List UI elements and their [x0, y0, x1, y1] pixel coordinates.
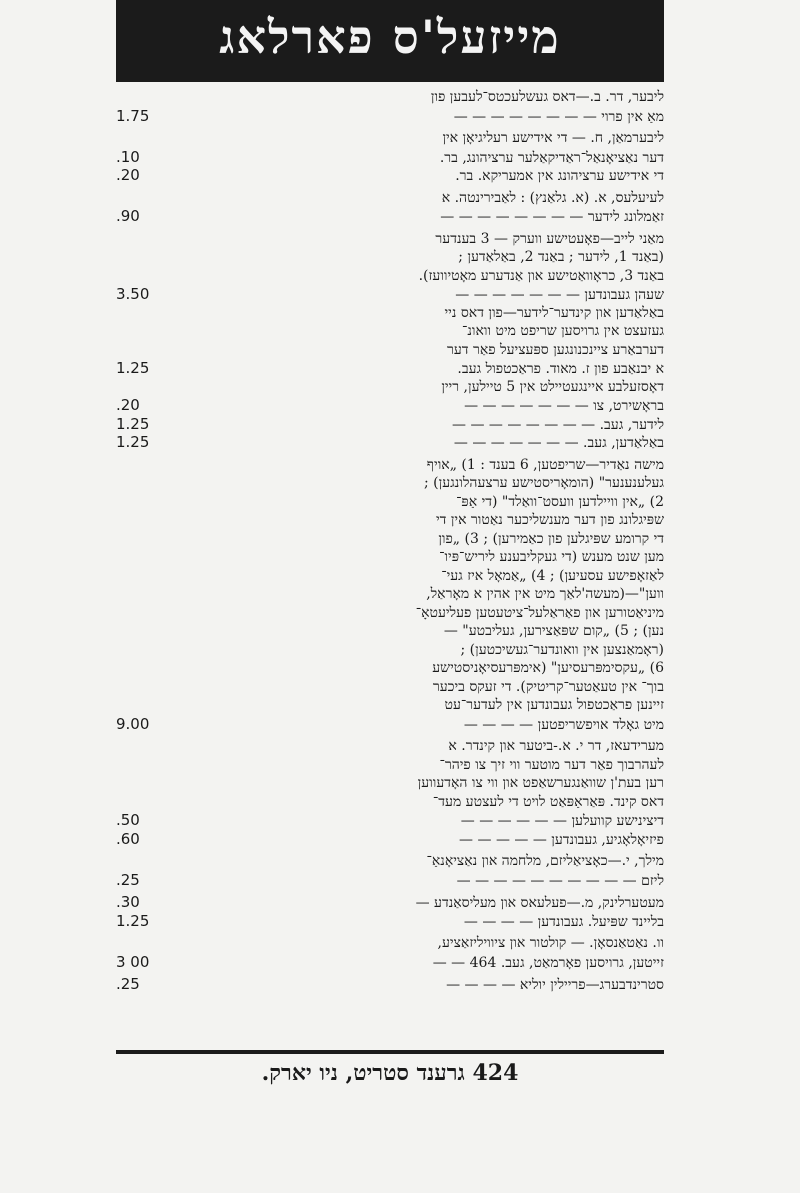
- entry-price: .20: [116, 166, 140, 184]
- entry-text: לידער, געב. — — — — — — — —: [452, 416, 664, 433]
- entry-line: [116, 696, 664, 715]
- publisher-address: 424 גרענד סטריט, ניו יארק.: [261, 1060, 519, 1086]
- entry-text: 2) „אין וויילדען וועסט־וואַלד" (די אַפּ־: [456, 493, 664, 510]
- entry-text: ווען"—(מעשה'לאַך מיט אין אהין א מאָראַל,: [426, 586, 664, 602]
- entry-price: 3.50: [116, 285, 150, 303]
- entry-line: [116, 737, 664, 756]
- entry-price: 1.25: [116, 433, 150, 451]
- entry-text: 6) „עקסימפּרעסיען" (אימפּרעסיאָניסטישע: [432, 660, 664, 676]
- entry-text: געלענענער" (הומאָריסטישע ערצעהלונגען) ;: [424, 475, 664, 491]
- entry-line: [116, 230, 664, 249]
- entry-line: [116, 456, 664, 475]
- entry-text: בראָשירט, צו — — — — — — —: [464, 398, 664, 414]
- catalog-entry: [116, 852, 664, 889]
- entry-line: [116, 852, 664, 871]
- entry-line: [116, 207, 664, 226]
- masthead-banner: [116, 0, 664, 78]
- entry-text: זאַמלונג לידער — — — — — — — —: [440, 209, 664, 225]
- entry-text: וו. נאַטאַנסאָן. — קולטור און ציוויליזאַציע,: [437, 935, 664, 951]
- entry-line: [116, 953, 664, 972]
- entry-line: [116, 893, 664, 912]
- entry-line: [116, 359, 664, 378]
- entry-line: [116, 585, 664, 604]
- entry-price: 1.75: [116, 106, 150, 125]
- entry-text: ליזם — — — — — — — — — —: [456, 872, 664, 889]
- entry-text: דאס קינד. פּאַראַפּאַט לויט די לעצטע מעד־: [432, 793, 664, 810]
- publisher-title: מייזעל'ס פארלאג: [219, 10, 561, 64]
- catalog-list: [116, 88, 664, 1048]
- entry-line: [116, 285, 664, 304]
- entry-text: בליינד שפּיעל. געבונדען — — — —: [463, 913, 664, 930]
- entry-line: [116, 975, 664, 994]
- entry-line: [116, 530, 664, 549]
- entry-line: [116, 567, 664, 586]
- entry-line: [116, 88, 664, 107]
- entry-line: [116, 604, 664, 623]
- entry-text: נען) ; 5) „קום שפּאַצירען, געליבטע" —: [443, 623, 664, 639]
- entry-text: מערידעאז, דר י. א.-ביטער און קינדר. א: [448, 738, 664, 754]
- catalog-entry: [116, 230, 664, 452]
- entry-price: .25: [116, 870, 140, 889]
- entry-line: [116, 415, 664, 434]
- entry-text: באַלאַדען, געב. — — — — — — —: [453, 435, 664, 451]
- entry-line: [116, 378, 664, 397]
- entry-text: א יבנאַבע פון ז. מאוד. פראַכטפול געב.: [457, 361, 664, 377]
- entry-line: [116, 871, 664, 890]
- entry-text: מעטערלינק, מ.—פעלעאס און מעליסאַנדע —: [415, 895, 664, 911]
- catalog-entry: [116, 88, 664, 125]
- entry-price: .20: [116, 396, 140, 414]
- entry-line: [116, 107, 664, 126]
- entry-text: באַלאַדען און קינדער־לידער—פון דאס ניי: [444, 304, 664, 321]
- entry-line: [116, 341, 664, 360]
- entry-text: לאַזאָפישע עסעיען) ; 4) „אַמאָל איז געי־: [441, 567, 664, 584]
- entry-text: דאָסזעלבע איינגעטיילט אין 5 טיילען, ריין: [441, 378, 664, 395]
- entry-line: [116, 166, 664, 185]
- entry-line: [116, 433, 664, 452]
- entry-text: מישה נאַדיר—שריפטען, 6 בענד : 1) „אויף: [426, 456, 664, 473]
- entry-text: ליבערמאַן, ח. — די אידישע רעליגיאָן אין: [442, 130, 664, 146]
- entry-text: די קרומע שפּיגלען פון כאַמירען) ; 3) „פון: [438, 530, 664, 547]
- entry-line: [116, 267, 664, 286]
- top-rule: [116, 78, 664, 82]
- entry-line: [116, 934, 664, 953]
- entry-text: לעהרבוך פאַר דער מוטער ווי זיך צו פיהר־: [439, 756, 664, 773]
- catalog-entry: [116, 737, 664, 848]
- entry-text: שפּיגלונג פון דער מענשליכער נאַטור אין די: [435, 512, 664, 528]
- entry-line: [116, 641, 664, 660]
- entry-price: .90: [116, 207, 140, 225]
- entry-text: שעהן געבונדען — — — — — — —: [455, 287, 664, 303]
- entry-text: זיינען פראַכטפול געבונדען אין לעדער־עט: [444, 697, 664, 713]
- entry-price: .30: [116, 893, 140, 911]
- catalog-entry: [116, 129, 664, 185]
- entry-text: מען שנט מענש (די געקליבענע ליריש־פּיו־: [439, 549, 664, 565]
- entry-price: 1.25: [116, 359, 150, 377]
- entry-text: מיניאַטורען און פאַראַלעל־ציטעטען פעליעטאָ־: [415, 604, 664, 621]
- entry-line: [116, 304, 664, 323]
- entry-text: דיצינישע קוועלען — — — — — —: [460, 813, 664, 829]
- entry-text: זייטען, גרויסען פאָרמאַט, געב. 464 — —: [432, 954, 664, 971]
- entry-price: .60: [116, 829, 140, 848]
- entry-text: לעיעלעס, א. (א. גלאַנץ) : לאַבירינטה. א: [441, 189, 664, 206]
- entry-text: געזעצט אין גרויסען שריפט מיט וואונ־: [462, 323, 664, 339]
- entry-price: 9.00: [116, 714, 150, 733]
- entry-text: מיט גאָלד אויפשריפטען — — — —: [463, 716, 664, 733]
- entry-price: 3 00: [116, 952, 150, 971]
- entry-text: מילך, י.—כאָציאַליזם, מלחמה און נאַציאָנאַ־: [426, 853, 664, 869]
- entry-text: דער נאַציאָנאַל־ראַדיקאַלער ערציהונג, בר.: [439, 149, 664, 166]
- entry-line: [116, 129, 664, 148]
- catalog-entry: [116, 893, 664, 930]
- entry-text: (ראָמאַנצען אין וואונדער־געשיכטען) ;: [460, 641, 664, 658]
- entry-price: .50: [116, 811, 140, 829]
- entry-line: [116, 715, 664, 734]
- entry-line: [116, 830, 664, 849]
- entry-price: 1.25: [116, 414, 150, 433]
- catalog-entry: [116, 456, 664, 734]
- entry-text: פיזיאָלאָגיע, געבונדען — — — — —: [459, 831, 664, 848]
- catalog-entry: [116, 934, 664, 971]
- entry-line: [116, 774, 664, 793]
- entry-line: [116, 548, 664, 567]
- entry-line: [116, 659, 664, 678]
- entry-text: (באַנד 1, לידער ; באַנד 2, באַלאַדען ;: [458, 249, 664, 265]
- entry-line: [116, 912, 664, 931]
- entry-line: [116, 189, 664, 208]
- entry-line: [116, 511, 664, 530]
- entry-text: רען בעת'ן שוואַנגערשאַפט און ווי צו האָדעווען: [417, 775, 664, 791]
- entry-text: מאַ אין פרוי — — — — — — — —: [453, 108, 664, 125]
- catalog-entry: [116, 975, 664, 994]
- entry-line: [116, 322, 664, 341]
- entry-text: די אידישע ערציהונג אין אמעריקא. בר.: [455, 168, 664, 184]
- catalog-entry: [116, 189, 664, 226]
- entry-price: .10: [116, 147, 140, 166]
- entry-text: דערבאַרע ציינכנונגען ספּעציעל פאַר דער: [447, 341, 664, 358]
- entry-line: [116, 622, 664, 641]
- entry-line: [116, 793, 664, 812]
- entry-price: .25: [116, 975, 140, 993]
- entry-line: [116, 474, 664, 493]
- entry-line: [116, 248, 664, 267]
- entry-text: סטרינדבערג—פריילין יוליא — — — —: [446, 977, 664, 993]
- entry-price: 1.25: [116, 911, 150, 930]
- entry-line: [116, 756, 664, 775]
- entry-text: באַנד 3, כראָוואַטישע און אַנדערע מאָטיוועז).: [418, 267, 664, 284]
- entry-text: ליבער, דר. ב.—דאס געשלעכטס־לעבען פון: [430, 89, 664, 105]
- entry-text: בוך־ אין טעאַטער־קריטיק). די זעקס ביכער: [432, 678, 664, 695]
- entry-text: מאַני לייב—פאָעטישע ווערק — 3 בענדער: [435, 230, 664, 247]
- entry-line: [116, 148, 664, 167]
- entry-line: [116, 396, 664, 415]
- bottom-rule: [116, 1050, 664, 1054]
- entry-line: [116, 678, 664, 697]
- entry-line: [116, 811, 664, 830]
- entry-line: [116, 493, 664, 512]
